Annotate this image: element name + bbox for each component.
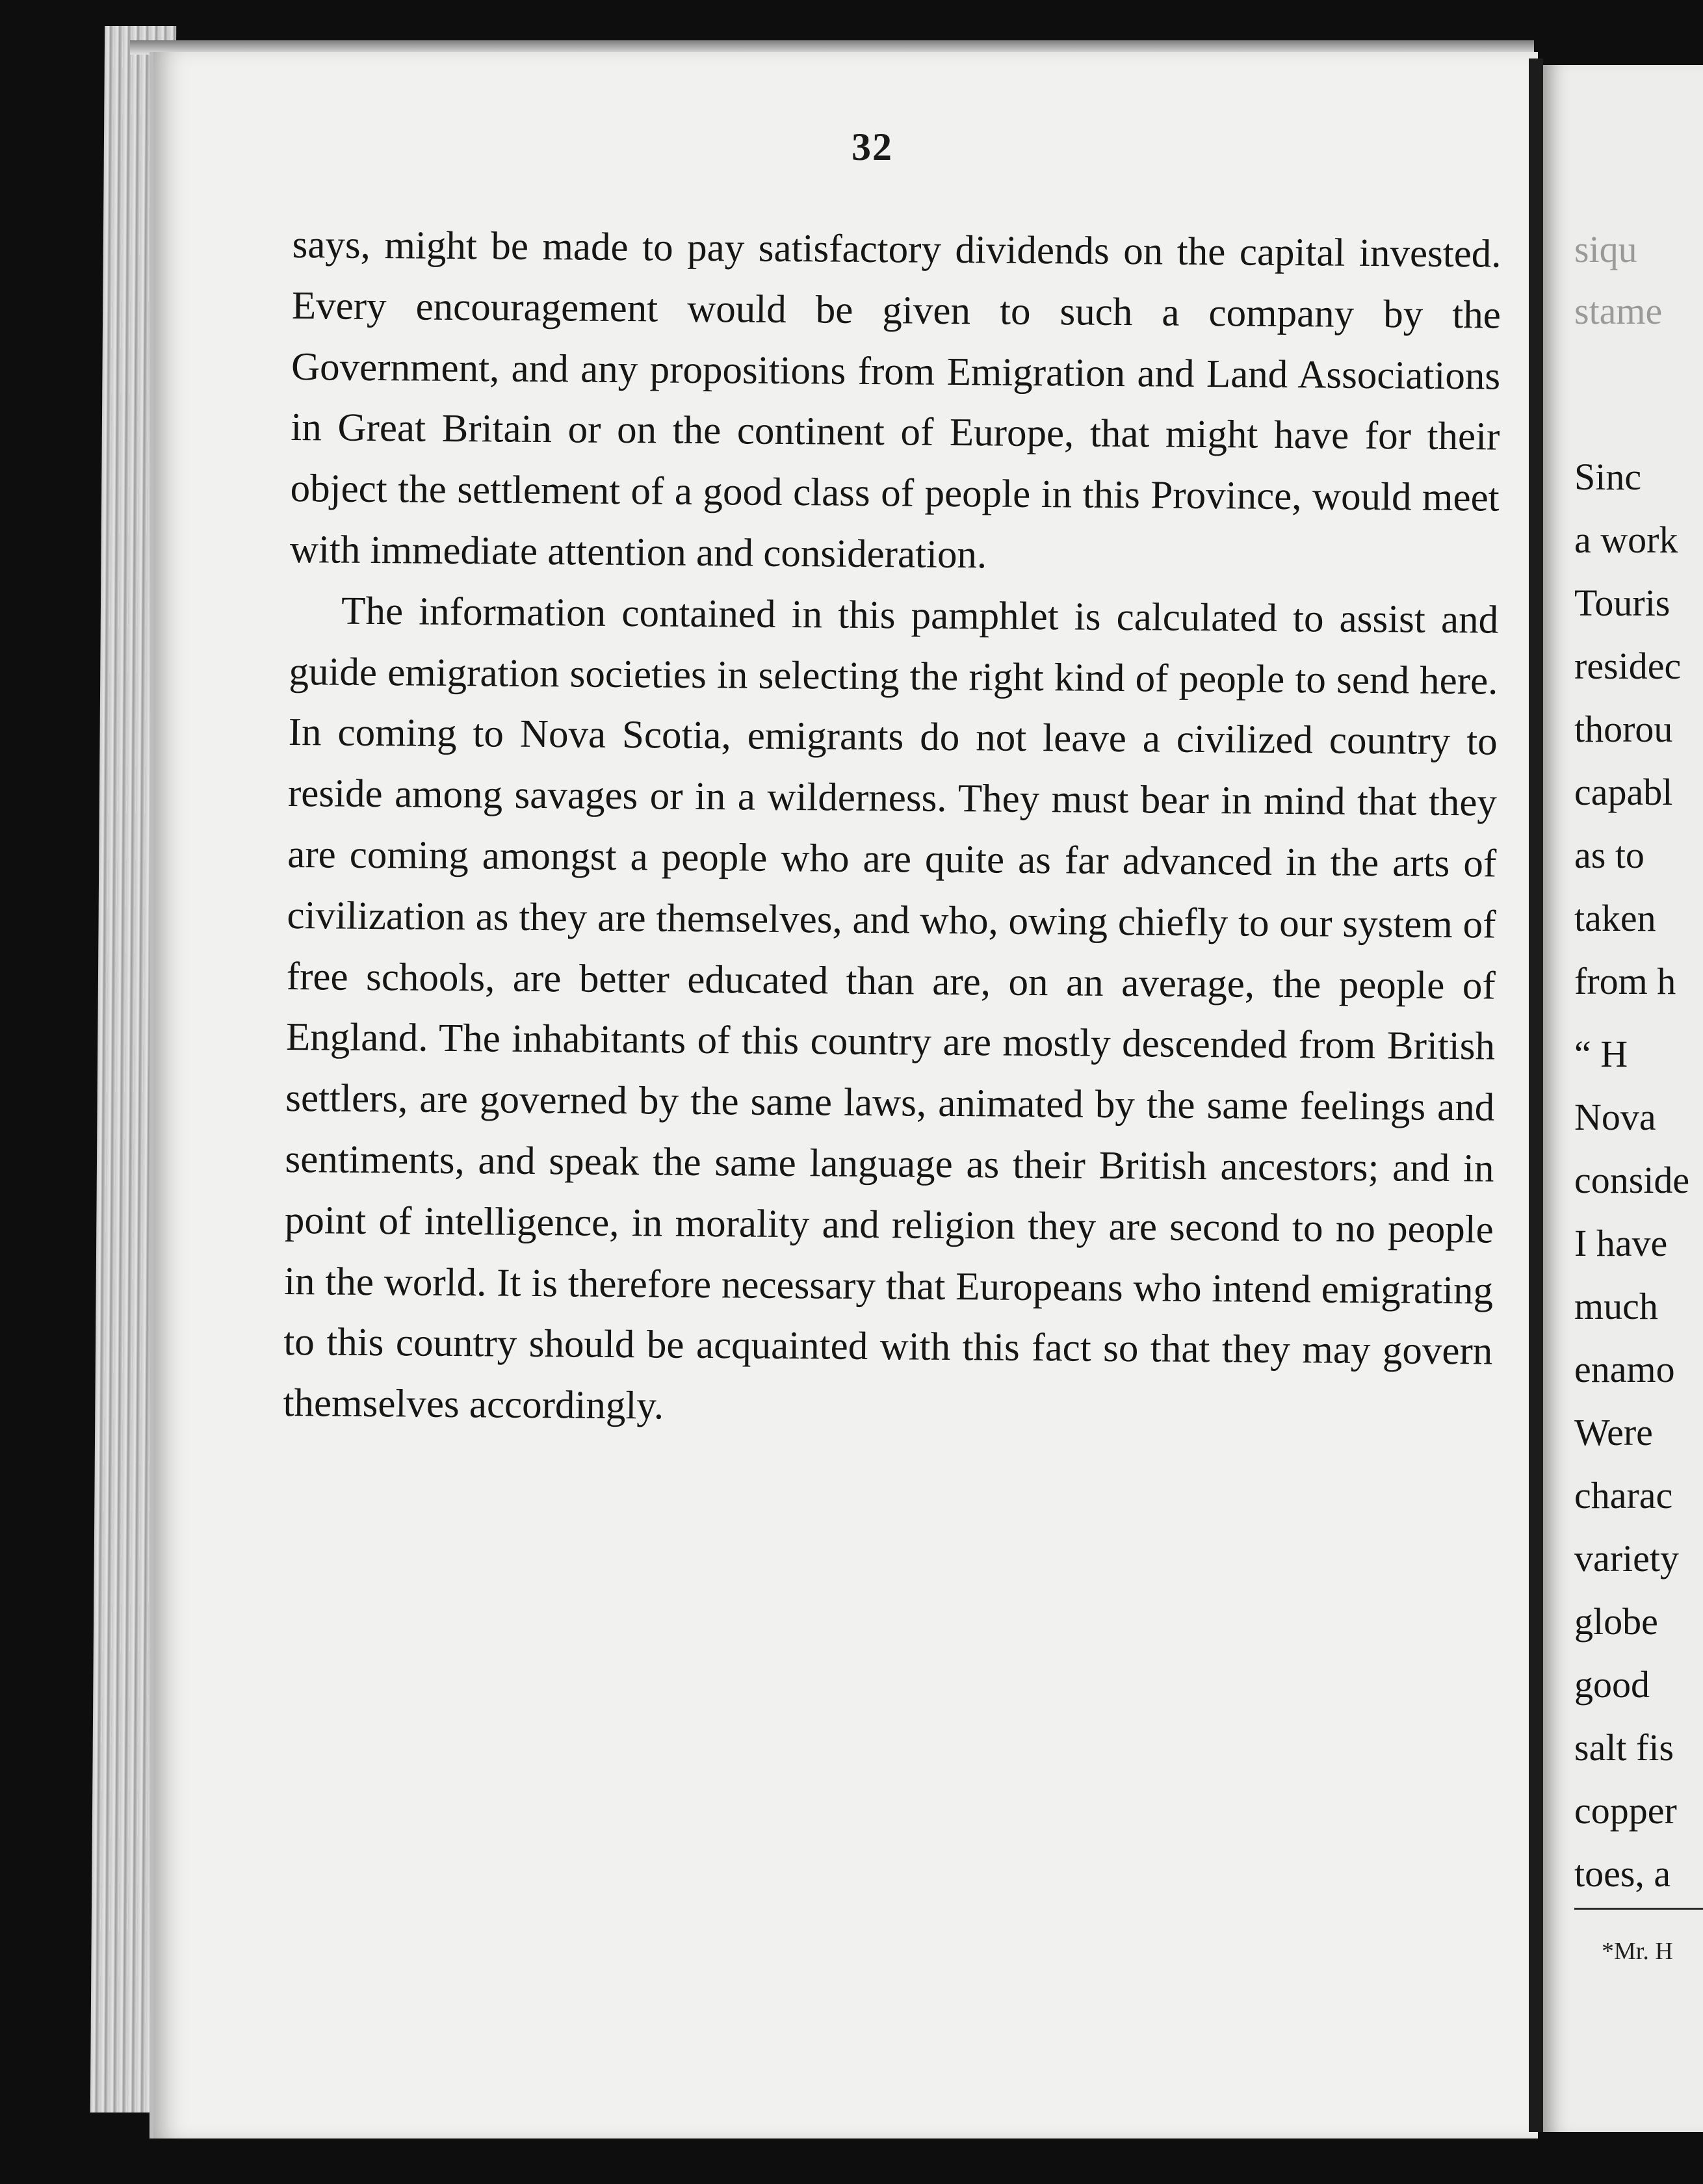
- right-page-line: salt fis: [1574, 1726, 1674, 1769]
- footnote-rule: [1574, 1908, 1703, 1910]
- right-page-line: enamo: [1574, 1348, 1675, 1390]
- right-page-line: thorou: [1574, 708, 1673, 750]
- page-body-text: [283, 214, 1502, 1443]
- paragraph-1: says, might be made to pay satisfactory dividends on the capital invested. Every encouragement would be given to such a company by the Government, and any propositions from Emigration and Land Associations in Great Britain or on the continent of Europe, that might have for their object the settlement of a good class of people in this Province, would meet with immediate attention and consideration.: [289, 222, 1502, 577]
- right-page-line: capabl: [1574, 771, 1673, 813]
- right-page-line: Sinc: [1574, 456, 1642, 498]
- right-page-line: copper: [1574, 1789, 1677, 1832]
- right-page-line: globe: [1574, 1600, 1658, 1643]
- right-page-line: as to: [1574, 834, 1644, 876]
- right-page-line: variety: [1574, 1537, 1680, 1580]
- right-page-line: conside: [1574, 1159, 1690, 1201]
- right-page-line: toes, a: [1574, 1852, 1671, 1895]
- right-page-line: charac: [1574, 1474, 1673, 1516]
- right-page-footnote: *Mr. H: [1602, 1938, 1673, 1965]
- right-page-line: taken: [1574, 897, 1656, 939]
- paragraph-2: The information contained in this pamphlet is calculated to assist and guide emigration societies in selecting the right kind of people to send here. In coming to Nova Scotia, emigrants do not leave a civilized country to reside among savages or in a wilderness. They must bear in mind that they are coming amongst a people who are quite as far advanced in the arts of civilization as they are themselves, and who, owing chiefly to our system of free schools, are better educated than are, on an average, the people of England. The inhabitants of this country are mostly descended from British settlers, are governed by the same laws, animated by the same feelings and sentiments, and speak the same language as their British ancestors; and in point of intelligence, in morality and religion they are second to no people in the world. It is therefore necessary that Europeans who intend emigrating to this country should be acquainted with this fact so that they may govern themselves accordingly.: [283, 589, 1499, 1428]
- right-page-faint-line: siqu: [1574, 228, 1637, 270]
- right-page-line: good: [1574, 1663, 1650, 1706]
- page-number: 32: [852, 125, 893, 168]
- right-page-line: I have: [1574, 1222, 1668, 1264]
- right-page-line: Nova: [1574, 1096, 1656, 1138]
- right-page-line: Were: [1574, 1411, 1653, 1453]
- book-gutter: [1529, 58, 1543, 2132]
- right-page-line: a work: [1574, 519, 1678, 561]
- right-page-line: “ H: [1574, 1033, 1628, 1075]
- right-page-line: residec: [1574, 645, 1682, 687]
- right-page: [1543, 65, 1703, 2132]
- right-page-line: much: [1574, 1285, 1658, 1327]
- right-page-line: Touris: [1574, 582, 1670, 624]
- right-page-faint-line: stame: [1574, 290, 1663, 332]
- right-page-line: from h: [1574, 960, 1676, 1002]
